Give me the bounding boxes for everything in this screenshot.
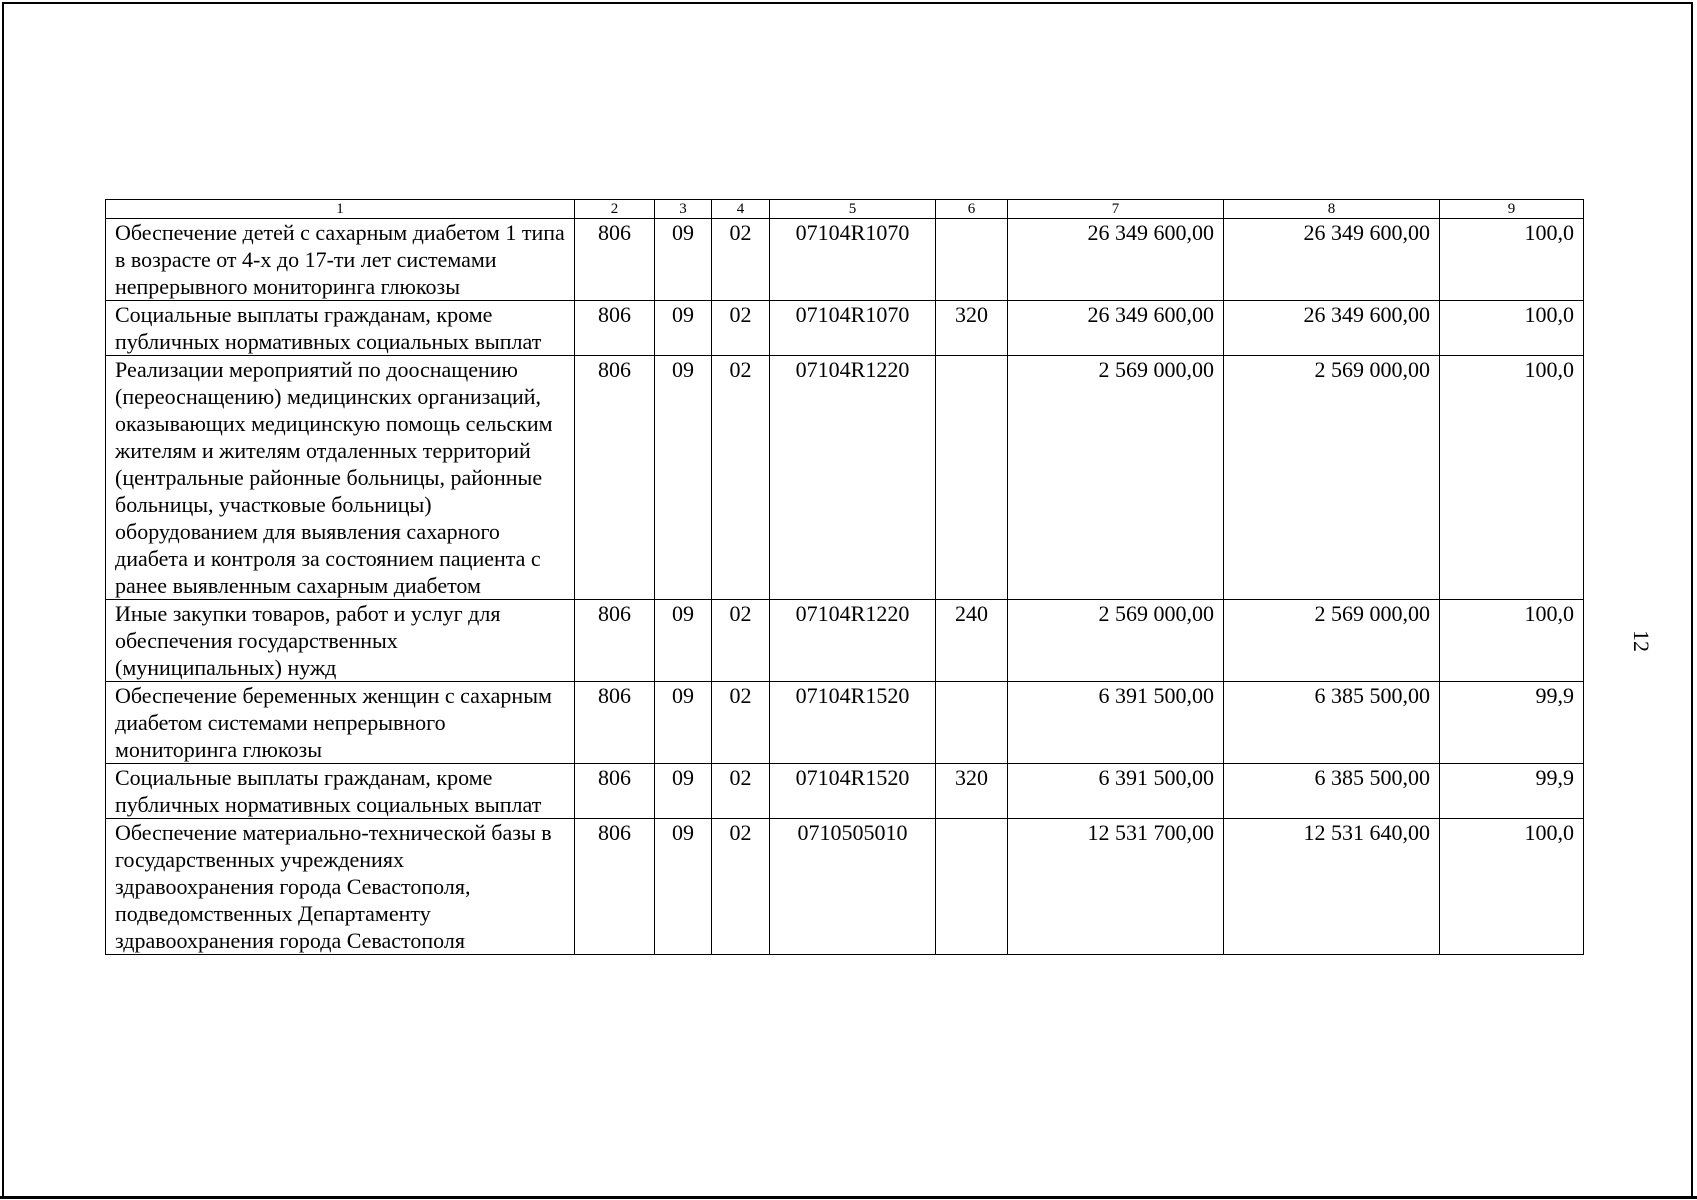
column-header: 4 <box>712 200 770 219</box>
row-name-cell: Социальные выплаты гражданам, кроме публичных нормативных социальных выплат <box>106 764 575 819</box>
budget-code-cell: 806 <box>575 219 655 301</box>
section-cell: 09 <box>655 819 712 955</box>
table-row <box>106 219 1584 301</box>
table-row <box>106 819 1584 955</box>
budget-table <box>105 199 1584 955</box>
expense-type-cell: 320 <box>936 301 1008 356</box>
expense-type-cell: 320 <box>936 764 1008 819</box>
executed-amount-cell: 2 569 000,00 <box>1224 356 1440 600</box>
target-article-cell: 07104R1520 <box>770 682 936 764</box>
target-article-cell: 07104R1070 <box>770 219 936 301</box>
target-article-cell: 07104R1070 <box>770 301 936 356</box>
section-cell: 09 <box>655 682 712 764</box>
planned-amount-cell: 6 391 500,00 <box>1008 682 1224 764</box>
column-header: 5 <box>770 200 936 219</box>
page-number: 12 <box>1629 630 1654 652</box>
section-cell: 09 <box>655 301 712 356</box>
subsection-cell: 02 <box>712 600 770 682</box>
header-row <box>106 200 1584 219</box>
planned-amount-cell: 26 349 600,00 <box>1008 301 1224 356</box>
budget-code-cell: 806 <box>575 682 655 764</box>
section-cell: 09 <box>655 219 712 301</box>
row-name-cell: Реализации мероприятий по дооснащению (переоснащению) медицинских организаций, оказывающих медицинскую помощь сельским жителям и жителям отдаленных территорий (центральные районные больницы, районные больницы, участковые больницы) оборудованием для выявления сахарного диабета и контроля за состоянием пациента с ранее выявленным сахарным диабетом <box>106 356 575 600</box>
table-row <box>106 682 1584 764</box>
executed-amount-cell: 26 349 600,00 <box>1224 219 1440 301</box>
expense-type-cell <box>936 682 1008 764</box>
percent-cell: 99,9 <box>1440 764 1584 819</box>
executed-amount-cell: 2 569 000,00 <box>1224 600 1440 682</box>
target-article-cell: 0710505010 <box>770 819 936 955</box>
row-name-cell: Обеспечение детей с сахарным диабетом 1 типа в возрасте от 4-х до 17-ти лет системами непрерывного мониторинга глюкозы <box>106 219 575 301</box>
table-row <box>106 301 1584 356</box>
row-name-cell: Обеспечение беременных женщин с сахарным диабетом системами непрерывного мониторинга глюкозы <box>106 682 575 764</box>
percent-cell: 100,0 <box>1440 819 1584 955</box>
subsection-cell: 02 <box>712 764 770 819</box>
budget-code-cell: 806 <box>575 301 655 356</box>
target-article-cell: 07104R1520 <box>770 764 936 819</box>
subsection-cell: 02 <box>712 219 770 301</box>
row-name-cell: Иные закупки товаров, работ и услуг для обеспечения государственных (муниципальных) нужд <box>106 600 575 682</box>
column-header: 6 <box>936 200 1008 219</box>
column-header: 2 <box>575 200 655 219</box>
column-header: 7 <box>1008 200 1224 219</box>
subsection-cell: 02 <box>712 819 770 955</box>
budget-code-cell: 806 <box>575 764 655 819</box>
bottom-rule <box>0 1196 1697 1199</box>
percent-cell: 100,0 <box>1440 301 1584 356</box>
row-name-cell: Социальные выплаты гражданам, кроме публичных нормативных социальных выплат <box>106 301 575 356</box>
executed-amount-cell: 6 385 500,00 <box>1224 682 1440 764</box>
section-cell: 09 <box>655 764 712 819</box>
table-row <box>106 356 1584 600</box>
subsection-cell: 02 <box>712 356 770 600</box>
planned-amount-cell: 2 569 000,00 <box>1008 356 1224 600</box>
column-header: 3 <box>655 200 712 219</box>
expense-type-cell <box>936 356 1008 600</box>
expense-type-cell <box>936 219 1008 301</box>
planned-amount-cell: 26 349 600,00 <box>1008 219 1224 301</box>
column-header: 8 <box>1224 200 1440 219</box>
table-row <box>106 764 1584 819</box>
subsection-cell: 02 <box>712 301 770 356</box>
expense-type-cell: 240 <box>936 600 1008 682</box>
target-article-cell: 07104R1220 <box>770 600 936 682</box>
budget-code-cell: 806 <box>575 356 655 600</box>
section-cell: 09 <box>655 356 712 600</box>
column-header: 9 <box>1440 200 1584 219</box>
planned-amount-cell: 6 391 500,00 <box>1008 764 1224 819</box>
target-article-cell: 07104R1220 <box>770 356 936 600</box>
planned-amount-cell: 12 531 700,00 <box>1008 819 1224 955</box>
subsection-cell: 02 <box>712 682 770 764</box>
executed-amount-cell: 12 531 640,00 <box>1224 819 1440 955</box>
budget-code-cell: 806 <box>575 819 655 955</box>
percent-cell: 100,0 <box>1440 219 1584 301</box>
executed-amount-cell: 26 349 600,00 <box>1224 301 1440 356</box>
column-header: 1 <box>106 200 575 219</box>
percent-cell: 100,0 <box>1440 356 1584 600</box>
planned-amount-cell: 2 569 000,00 <box>1008 600 1224 682</box>
executed-amount-cell: 6 385 500,00 <box>1224 764 1440 819</box>
section-cell: 09 <box>655 600 712 682</box>
table-row <box>106 600 1584 682</box>
percent-cell: 99,9 <box>1440 682 1584 764</box>
row-name-cell: Обеспечение материально-технической базы в государственных учреждениях здравоохранения города Севастополя, подведомственных Департаменту здравоохранения города Севастополя <box>106 819 575 955</box>
percent-cell: 100,0 <box>1440 600 1584 682</box>
expense-type-cell <box>936 819 1008 955</box>
budget-code-cell: 806 <box>575 600 655 682</box>
